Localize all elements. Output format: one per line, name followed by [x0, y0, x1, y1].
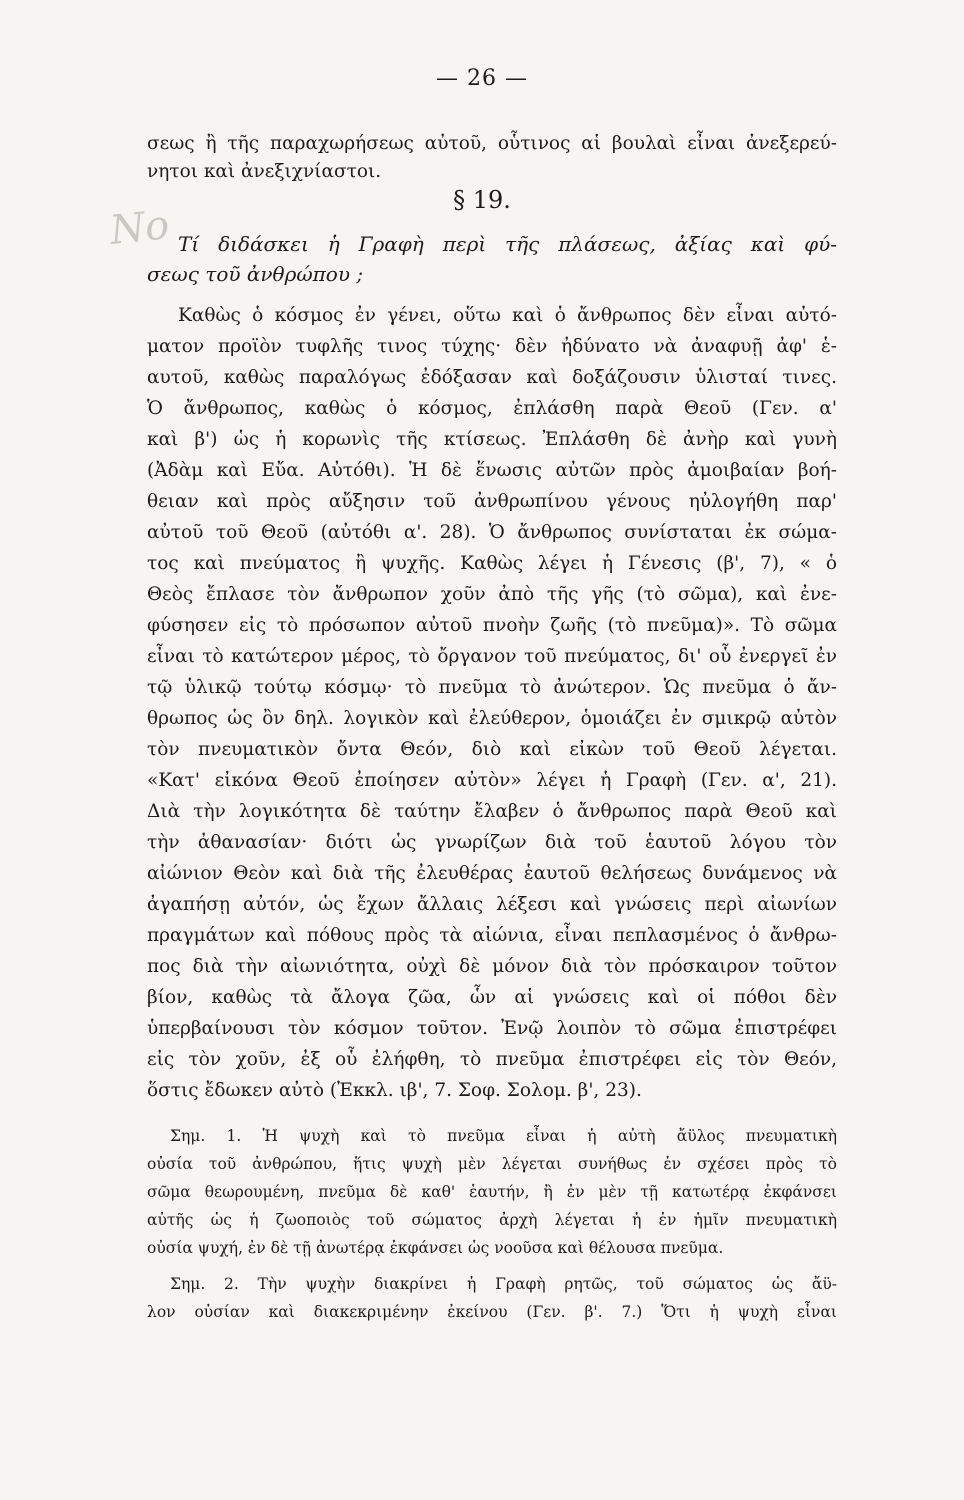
- footnote-line: λον οὐσίαν καὶ διακεκριμένην ἐκείνου (Γεν. β'. 7.) Ὅτι ἡ ψυχὴ εἶναι: [147, 1303, 837, 1321]
- text-line: σεως ἢ τῆς παραχωρήσεως αὐτοῦ, οὗτινος αἱ βουλαὶ εἶναι ἀνεξερεύ-: [147, 133, 837, 154]
- paragraph-line: αὐτοῦ τοῦ Θεοῦ (αὐτόθι α'. 28). Ὁ ἄνθρωπος συνίσταται ἐκ σώμα-: [147, 522, 837, 543]
- paragraph-line: εἶναι τὸ κατώτερον μέρος, τὸ ὄργανον τοῦ πνεύματος, δι' οὗ ἐνεργεῖ ἐν: [147, 646, 837, 667]
- footnote-line: οὐσία τοῦ ἀνθρώπου, ἥτις ψυχὴ μὲν λέγεται συνήθως ἐν σχέσει πρὸς τὸ: [147, 1155, 837, 1173]
- paragraph-line: καὶ β') ὡς ἡ κορωνὶς τῆς κτίσεως. Ἐπλάσθη δὲ ἀνὴρ καὶ γυνὴ: [147, 429, 837, 450]
- paragraph-line: βίον, καθὼς τὰ ἄλογα ζῶα, ὧν αἱ γνώσεις καὶ οἱ πόθοι δὲν: [147, 987, 837, 1008]
- paragraph-line: αἰώνιον Θεὸν καὶ διὰ τῆς ἐλευθέρας ἑαυτοῦ θελήσεως δυνάμενος νὰ: [147, 863, 837, 884]
- paragraph-line: «Κατ' εἰκόνα Θεοῦ ἐποίησεν αὐτὸν» λέγει ἡ Γραφὴ (Γεν. α', 21).: [147, 770, 837, 791]
- paragraph-line: πραγμάτων καὶ πόθους πρὸς τὰ αἰώνια, εἶναι πεπλασμένος ὁ ἄνθρω-: [147, 925, 837, 946]
- paragraph-line: Διὰ τὴν λογικότητα δὲ ταύτην ἔλαβεν ὁ ἄνθρωπος παρὰ Θεοῦ καὶ: [147, 801, 837, 822]
- paragraph-line: θρωπος ὡς ὂν δηλ. λογικὸν καὶ ἐλεύθερον, ὁμοιάζει ἐν σμικρῷ αὐτὸν: [147, 708, 837, 729]
- paragraph-line: ματον προϊὸν τυφλῆς τινος τύχης· δὲν ἠδύνατο νὰ ἀναφυῇ ἀφ' ἑ-: [147, 336, 837, 357]
- paragraph-line: Ὁ ἄνθρωπος, καθὼς ὁ κόσμος, ἐπλάσθη παρὰ Θεοῦ (Γεν. α': [147, 398, 837, 419]
- paragraph-line: Καθὼς ὁ κόσμος ἐν γένει, οὕτω καὶ ὁ ἄνθρωπος δὲν εἶναι αὐτό-: [178, 305, 837, 326]
- footnote-line: Σημ. 1. Ἡ ψυχὴ καὶ τὸ πνεῦμα εἶναι ἡ αὐτὴ ἄϋλος πνευματικὴ: [170, 1127, 837, 1145]
- section-title: σεως τοῦ ἀνθρώπου ;: [147, 262, 364, 286]
- page-number: — 26 —: [436, 66, 528, 91]
- paragraph-line: ἀγαπήσῃ αὐτόν, ὡς ἔχων ἄλλαις λέξεσι καὶ γνώσεις περὶ αἰωνίων: [147, 894, 837, 915]
- section-heading: § 19.: [453, 186, 511, 214]
- footnote-line: αὐτῆς ὡς ἡ ζωοποιὸς τοῦ σώματος ἀρχὴ λέγεται ἡ ἐν ἡμῖν πνευματικὴ: [147, 1211, 837, 1229]
- paragraph-line: εἰς τὸν χοῦν, ἐξ οὗ ἐλήφθη, τὸ πνεῦμα ἐπιστρέφει εἰς τὸν Θεόν,: [147, 1049, 837, 1070]
- footnote-line: σῶμα θεωρουμένη, πνεῦμα δὲ καθ' ἑαυτήν, ἢ ἐν μὲν τῇ κατωτέρᾳ ἐκφάνσει: [147, 1183, 837, 1201]
- paragraph-line: τὴν ἀθανασίαν· διότι ὡς γνωρίζων διὰ τοῦ ἑαυτοῦ λόγου τὸν: [147, 832, 837, 853]
- paragraph-line: τῷ ὑλικῷ τούτῳ κόσμῳ· τὸ πνεῦμα τὸ ἀνώτερον. Ὡς πνεῦμα ὁ ἄν-: [147, 677, 837, 698]
- paragraph-line: ὅστις ἔδωκεν αὐτὸ (Ἐκκλ. ιβ', 7. Σοφ. Σολομ. β', 23).: [147, 1080, 642, 1101]
- footnote-line: οὐσία ψυχή, ἐν δὲ τῇ ἀνωτέρᾳ ἐκφάνσει ὡς νοοῦσα καὶ θέλουσα πνεῦμα.: [147, 1239, 724, 1257]
- paragraph-line: θειαν καὶ πρὸς αὔξησιν τοῦ ἀνθρωπίνου γένους ηὐλογήθη παρ': [147, 491, 837, 512]
- paragraph-line: Θεὸς ἔπλασε τὸν ἄνθρωπον χοῦν ἀπὸ τῆς γῆς (τὸ σῶμα), καὶ ἐνε-: [147, 584, 837, 605]
- footnote-line: Σημ. 2. Τὴν ψυχὴν διακρίνει ἡ Γραφὴ ρητῶς, τοῦ σώματος ὡς ἄϋ-: [170, 1275, 837, 1293]
- paragraph-line: πος διὰ τὴν αἰωνιότητα, οὐχὶ δὲ μόνον διὰ τὸν πρόσκαιρον τοῦτον: [147, 956, 837, 977]
- pencil-margin-mark: No: [107, 202, 172, 254]
- text-line: νητοι καὶ ἀνεξιχνίαστοι.: [147, 161, 382, 182]
- paragraph-line: ὑπερβαίνουσι τὸν κόσμον τοῦτον. Ἐνῷ λοιπὸν τὸ σῶμα ἐπιστρέφει: [147, 1018, 837, 1039]
- paragraph-line: τος καὶ πνεύματος ἢ ψυχῆς. Καθὼς λέγει ἡ Γένεσις (β', 7), « ὁ: [147, 553, 837, 574]
- paragraph-line: φύσησεν εἰς τὸ πρόσωπον αὐτοῦ πνοὴν ζωῆς (τὸ πνεῦμα)». Τὸ σῶμα: [147, 615, 837, 636]
- paragraph-line: (Ἀδὰμ καὶ Εὔα. Αὐτόθι). Ἡ δὲ ἕνωσις αὐτῶν πρὸς ἀμοιβαίαν βοή-: [147, 460, 837, 481]
- paragraph-line: τὸν πνευματικὸν ὄντα Θεόν, διὸ καὶ εἰκὼν τοῦ Θεοῦ λέγεται.: [147, 739, 837, 760]
- section-title: Τί διδάσκει ἡ Γραφὴ περὶ τῆς πλάσεως, ἀξίας καὶ φύ-: [178, 232, 837, 256]
- paragraph-line: αυτοῦ, καθὼς παραλόγως ἐδόξασαν καὶ δοξάζουσιν ὑλισταί τινες.: [147, 367, 837, 388]
